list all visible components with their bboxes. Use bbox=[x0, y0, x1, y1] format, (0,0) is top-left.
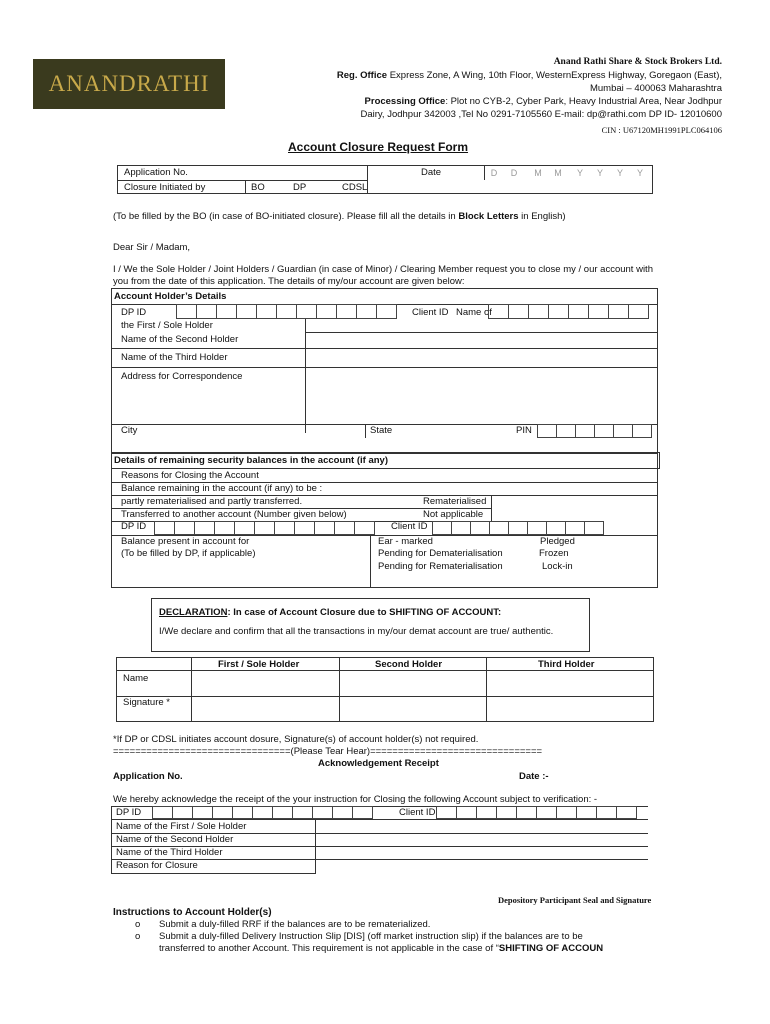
date-cell-m1[interactable]: M bbox=[534, 168, 542, 178]
ear-marked-label: Ear - marked bbox=[378, 536, 433, 547]
rematerialised-label: Rematerialised bbox=[423, 496, 487, 507]
balance-dp-id-label: DP ID bbox=[121, 521, 147, 532]
reg-office-line2: Mumbai – 400063 Maharashtra bbox=[589, 83, 722, 94]
date-cell-d1[interactable]: D bbox=[490, 168, 498, 178]
second-holder-label: Name of the Second Holder bbox=[121, 334, 239, 345]
reg-office-line1: Reg. Office Express Zone, A Wing, 10th Floor, WesternExpress Highway, Goregaon (East), bbox=[336, 70, 722, 81]
balances-title: Details of remaining security balances in the account (if any) bbox=[114, 455, 388, 466]
instruction-1: Submit a duly-filled RRF if the balances are to be rematerialized. bbox=[159, 919, 431, 930]
tear-line: ================================(Please Tear Hear)=============================== bbox=[113, 746, 543, 757]
filled-by-dp-label: (To be filled by DP, if applicable) bbox=[121, 548, 256, 559]
date-label: Date bbox=[421, 167, 442, 178]
ack-title: Acknowledgement Receipt bbox=[318, 758, 439, 769]
bullet-2: o bbox=[135, 931, 141, 942]
date-cell-m2[interactable]: M bbox=[554, 168, 562, 178]
pin-label: PIN bbox=[516, 425, 532, 436]
bullet-1: o bbox=[135, 919, 141, 930]
balance-client-id-cells[interactable] bbox=[433, 521, 604, 535]
ack-client-id-label: Client ID bbox=[399, 807, 436, 818]
salutation: Dear Sir / Madam, bbox=[113, 242, 191, 253]
closure-option-cdsl[interactable]: CDSL bbox=[342, 182, 368, 193]
fill-note: (To be filled by the BO (in case of BO-initiated closure). Please fill all the details in Block Letters in English) bbox=[113, 211, 566, 222]
holder-dp-id-cells[interactable] bbox=[177, 304, 397, 319]
balance-client-id-label: Client ID bbox=[391, 521, 428, 532]
ack-reason-label: Reason for Closure bbox=[116, 860, 198, 871]
declaration-title: DECLARATION: In case of Account Closure due to SHIFTING OF ACCOUNT: bbox=[159, 607, 502, 618]
ack-application-no: Application No. bbox=[113, 771, 183, 782]
closure-initiated-label: Closure Initiated by bbox=[124, 182, 206, 193]
ack-text: We hereby acknowledge the receipt of the your instruction for Closing the following Account subject to verification: - bbox=[113, 794, 598, 805]
cin-number: CIN : U67120MH1991PLC064106 bbox=[601, 125, 722, 135]
processing-office-line1: Processing Office: Plot no CYB-2, Cyber Park, Heavy Industrial Area, Near Jodhpur bbox=[364, 96, 722, 107]
first-holder-name-field[interactable] bbox=[192, 671, 338, 695]
processing-office-line2: Dairy, Jodhpur 342003 ,Tel No 0291-7105560 E-mail: dp@rathi.com DP ID- 12010600 bbox=[360, 109, 722, 120]
signature-note: *If DP or CDSL initiates account dosure, Signature(s) of account holder(s) not required. bbox=[113, 734, 479, 745]
pledged-label: Pledged bbox=[540, 536, 575, 547]
balance-dp-id-cells[interactable] bbox=[155, 521, 375, 535]
application-no-label: Application No. bbox=[124, 167, 188, 178]
remaining-label: Balance remaining in the account (if any) to be : bbox=[121, 483, 323, 494]
reasons-label: Reasons for Closing the Account bbox=[121, 470, 259, 481]
partly-label: partly rematerialised and partly transferred. bbox=[121, 496, 303, 507]
logo-text: ANANDRATHI bbox=[48, 71, 210, 96]
balance-present-label: Balance present in account for bbox=[121, 536, 250, 547]
holder-name-of-label: Name of bbox=[456, 307, 492, 318]
col-first-holder: First / Sole Holder bbox=[218, 659, 300, 670]
declaration-text: I/We declare and confirm that all the transactions in my/our demat account are true/ authentic. bbox=[159, 626, 554, 637]
col-second-holder: Second Holder bbox=[375, 659, 443, 670]
ack-third-holder-label: Name of the Third Holder bbox=[116, 847, 223, 858]
ack-dp-id-cells[interactable] bbox=[153, 806, 373, 819]
pin-cells[interactable] bbox=[538, 424, 652, 438]
intro-line1: I / We the Sole Holder / Joint Holders / Guardian (in case of Minor) / Clearing Member request you to close my / our account with bbox=[113, 264, 653, 275]
holder-client-id-label: Client ID bbox=[412, 307, 449, 318]
date-cell-y2[interactable]: Y bbox=[596, 168, 603, 178]
pending-remat-label: Pending for Rematerialisation bbox=[378, 561, 503, 572]
ack-first-holder-label: Name of the First / Sole Holder bbox=[116, 821, 247, 832]
account-holder-title: Account Holder’s Details bbox=[114, 291, 227, 302]
address-label: Address for Correspondence bbox=[121, 371, 243, 382]
not-applicable-label: Not applicable bbox=[423, 509, 484, 520]
instructions-title: Instructions to Account Holder(s) bbox=[113, 907, 272, 918]
dp-seal-label: Depository Participant Seal and Signature bbox=[498, 895, 652, 905]
ack-date: Date :- bbox=[519, 771, 549, 782]
form-title: Account Closure Request Form bbox=[288, 140, 469, 154]
col-third-holder: Third Holder bbox=[538, 659, 595, 670]
date-cell-y3[interactable]: Y bbox=[616, 168, 623, 178]
second-holder-name-field[interactable] bbox=[340, 671, 485, 695]
row-name-label: Name bbox=[123, 673, 149, 684]
frozen-label: Frozen bbox=[539, 548, 569, 559]
company-name: Anand Rathi Share & Stock Brokers Ltd. bbox=[553, 57, 722, 67]
date-cell-y1[interactable]: Y bbox=[576, 168, 583, 178]
date-cell-d2[interactable]: D bbox=[510, 168, 518, 178]
state-label: State bbox=[370, 425, 393, 436]
company-logo bbox=[33, 59, 225, 109]
third-holder-name-field[interactable] bbox=[487, 671, 653, 695]
row-signature-label: Signature * bbox=[123, 697, 171, 708]
ack-dp-id-label: DP ID bbox=[116, 807, 142, 818]
closure-option-dp[interactable]: DP bbox=[293, 182, 307, 193]
holder-dp-id-label: DP ID bbox=[121, 307, 147, 318]
transferred-label: Transferred to another account (Number given below) bbox=[121, 509, 347, 520]
ack-client-id-cells[interactable] bbox=[437, 806, 637, 819]
third-holder-label: Name of the Third Holder bbox=[121, 352, 228, 363]
city-label: City bbox=[121, 425, 138, 436]
intro-line2: you from the date of this application. The details of my/our account are given below: bbox=[113, 276, 465, 287]
holder-client-id-cells[interactable] bbox=[489, 304, 649, 319]
lockin-label: Lock-in bbox=[542, 561, 573, 572]
closure-option-bo[interactable]: BO bbox=[251, 182, 265, 193]
first-holder-field[interactable] bbox=[305, 319, 658, 333]
ack-second-holder-label: Name of the Second Holder bbox=[116, 834, 234, 845]
date-cell-y4[interactable]: Y bbox=[636, 168, 643, 178]
instruction-2a: Submit a duly-filled Delivery Instruction Slip [DIS] (off market instruction slip) if the balances are to be bbox=[159, 931, 583, 942]
ack-first-holder-field[interactable] bbox=[316, 820, 646, 832]
pending-demat-label: Pending for Dematerialisation bbox=[378, 548, 503, 559]
first-holder-label: the First / Sole Holder bbox=[121, 320, 213, 331]
instruction-2b: transferred to another Account. This requirement is not applicable in the case of “SHIFTING OF ACCOUN bbox=[159, 943, 604, 954]
